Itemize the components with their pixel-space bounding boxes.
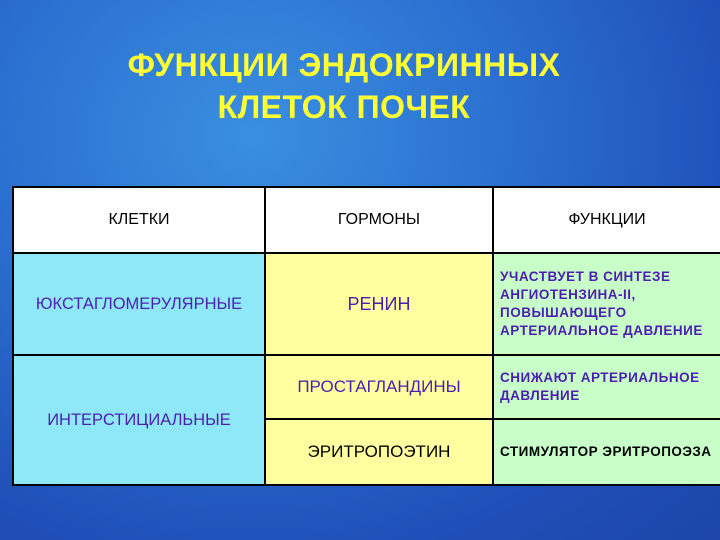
header-functions: ФУНКЦИИ (494, 188, 720, 254)
cell-interstitial: ИНТЕРСТИЦИАЛЬНЫЕ (14, 356, 266, 484)
hormone-renin: РЕНИН (266, 254, 494, 356)
function-renin: УЧАСТВУЕТ В СИНТЕЗЕ АНГИОТЕНЗИНА-II, ПОВЫШАЮЩЕГО АРТЕРИАЛЬНОЕ ДАВЛЕНИЕ (494, 254, 720, 356)
hormone-prostaglandins: ПРОСТАГЛАНДИНЫ (266, 356, 494, 420)
header-hormones: ГОРМОНЫ (266, 188, 494, 254)
function-prostaglandins: СНИЖАЮТ АРТЕРИАЛЬНОЕ ДАВЛЕНИЕ (494, 356, 720, 420)
endocrine-cells-table (12, 186, 720, 486)
title-line-2: КЛЕТОК ПОЧЕК (217, 89, 471, 125)
cell-juxtaglomerular: ЮКСТАГЛОМЕРУЛЯРНЫЕ (14, 254, 266, 356)
hormone-erythropoietin: ЭРИТРОПОЭТИН (266, 420, 494, 484)
function-erythropoietin: СТИМУЛЯТОР ЭРИТРОПОЭЗА (494, 420, 720, 484)
title-line-1: ФУНКЦИИ ЭНДОКРИННЫХ (127, 47, 561, 83)
header-cells: КЛЕТКИ (14, 188, 266, 254)
